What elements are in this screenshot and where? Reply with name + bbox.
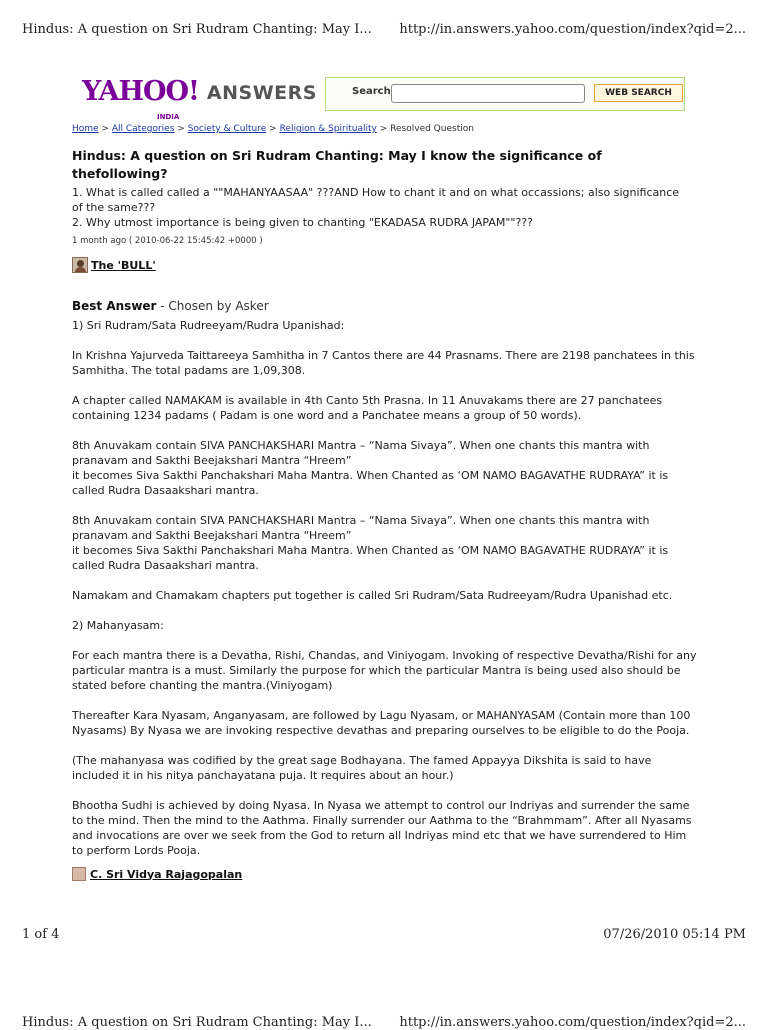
- avatar-head-shape: [77, 260, 84, 267]
- breadcrumb-separator: >: [269, 124, 277, 134]
- web-search-button[interactable]: WEB SEARCH: [594, 84, 683, 102]
- breadcrumb-home[interactable]: Home: [72, 124, 99, 134]
- answerer: [72, 867, 242, 881]
- breadcrumb-religion-spirituality[interactable]: Religion & Spirituality: [279, 124, 377, 134]
- asker-avatar[interactable]: [72, 257, 88, 273]
- question-line: 1. What is called called a ""MAHANYAASAA" ???AND How to chant it and on what occassions; also significance of the same???: [72, 186, 680, 214]
- best-answer-label: Best Answer: [72, 299, 157, 313]
- yahoo-answers-logo[interactable]: [82, 76, 317, 121]
- chosen-by-label: - Chosen by Asker: [156, 299, 269, 313]
- next-page-url: http://in.answers.yahoo.com/question/index?qid=2...: [399, 1015, 746, 1030]
- print-header: [22, 22, 746, 37]
- print-datetime: 07/26/2010 05:14 PM: [603, 927, 746, 942]
- answer-paragraph: In Krishna Yajurveda Taittareeya Samhitha in 7 Cantos there are 44 Prasnams. There are 2198 panchatees in this Samhitha. The total padams are 1,09,308.: [72, 349, 695, 377]
- answerer-avatar[interactable]: [72, 867, 86, 881]
- page-number: 1 of 4: [22, 927, 60, 942]
- question-body: [72, 185, 692, 230]
- answer-paragraph: Namakam and Chamakam chapters put together is called Sri Rudram/Sata Rudreeyam/Rudra Upanishad etc.: [72, 589, 673, 602]
- print-footer: [22, 927, 746, 942]
- best-answer-heading: [72, 299, 269, 313]
- avatar-body-shape: [75, 267, 86, 273]
- breadcrumb-separator: >: [177, 124, 185, 134]
- asker: [72, 257, 156, 273]
- asker-name-link[interactable]: The 'BULL': [91, 258, 156, 272]
- question-title: Hindus: A question on Sri Rudram Chanting: May I know the significance of thefollowing?: [72, 148, 602, 181]
- search-input[interactable]: [391, 84, 585, 103]
- yahoo-logo: [82, 76, 199, 121]
- answer-body: [72, 318, 700, 873]
- print-header-title: Hindus: A question on Sri Rudram Chanting: May I...: [22, 22, 372, 37]
- next-page-title: Hindus: A question on Sri Rudram Chanting: May I...: [22, 1015, 372, 1030]
- answer-paragraph: Thereafter Kara Nyasam, Anganyasam, are followed by Lagu Nyasam, or MAHANYASAM (Contain more than 100 Nyasams) By Nyasa we are invoking respective devathas and preparing ourselves to be eligible to do the Pooja.: [72, 709, 691, 737]
- answer-paragraph: 2) Mahanyasam:: [72, 619, 164, 632]
- print-header-url: http://in.answers.yahoo.com/question/index?qid=2...: [399, 22, 746, 37]
- answer-paragraph: 8th Anuvakam contain SIVA PANCHAKSHARI Mantra – “Nama Sivaya”. When one chants this mantra with pranavam and Sakthi Beejakshari Mantra “Hreem” it becomes Siva Sakthi Panchakshari Maha Mantra. When Chanted as ‘OM NAMO BAGAVATHE RUDRAYA” it is called Rudra Dasaakshari mantra.: [72, 439, 669, 497]
- answer-paragraph: (The mahanyasa was codified by the great sage Bodhayana. The famed Appayya Dikshita is said to have included it in his nitya panchayatana puja. It requires about an hour.): [72, 754, 652, 782]
- breadcrumb-all-categories[interactable]: All Categories: [111, 124, 175, 134]
- yahoo-logo-text: YAHOO!: [82, 76, 199, 107]
- question-line: 2. Why utmost importance is being given to chanting "EKADASA RUDRA JAPAM""???: [72, 216, 533, 229]
- answer-paragraph: 8th Anuvakam contain SIVA PANCHAKSHARI Mantra – “Nama Sivaya”. When one chants this mantra with pranavam and Sakthi Beejakshari Mantra “Hreem” it becomes Siva Sakthi Panchakshari Maha Mantra. When Chanted as ‘OM NAMO BAGAVATHE RUDRAYA” it is called Rudra Dasaakshari mantra.: [72, 514, 669, 572]
- answers-logo-text: ANSWERS: [206, 82, 317, 104]
- search-label: Search: [352, 86, 391, 97]
- answer-paragraph: For each mantra there is a Devatha, Rishi, Chandas, and Viniyogam. Invoking of respective Devatha/Rishi for any particular mantra is a must. Similarly the purpose for which the particular Mantra is being used also should be stated before chanting the mantra.(Viniyogam): [72, 649, 697, 692]
- breadcrumb-separator: >: [379, 124, 388, 134]
- search-bar: [325, 77, 685, 111]
- breadcrumb-current: Resolved Question: [390, 124, 474, 134]
- breadcrumb: [72, 124, 474, 134]
- breadcrumb-separator: >: [101, 124, 109, 134]
- question-timestamp: 1 month ago ( 2010-06-22 15:45:42 +0000 ): [72, 236, 263, 246]
- next-page-header: [22, 1015, 746, 1030]
- answer-paragraph: A chapter called NAMAKAM is available in 4th Canto 5th Prasna. In 11 Anuvakams there are 27 panchatees containing 1234 padams ( Padam is one word and a Panchatee means a group of 50 words).: [72, 394, 663, 422]
- answerer-name-link[interactable]: C. Sri Vidya Rajagopalan: [90, 867, 243, 881]
- region-label: INDIA: [157, 113, 180, 121]
- breadcrumb-society-culture[interactable]: Society & Culture: [187, 124, 267, 134]
- answer-paragraph: Bhootha Sudhi is achieved by doing Nyasa. In Nyasa we attempt to control our Indriyas and surrender the same to the mind. Then the mind to the Aathma. Finally surrender our Aathma to the “Brahmmam”. After all Nyasams and invocations are over we seek from the God to return all Indriyas mind etc that we have surrendered to Him to perform Lords Pooja.: [72, 799, 692, 857]
- answer-paragraph: 1) Sri Rudram/Sata Rudreeyam/Rudra Upanishad:: [72, 319, 345, 332]
